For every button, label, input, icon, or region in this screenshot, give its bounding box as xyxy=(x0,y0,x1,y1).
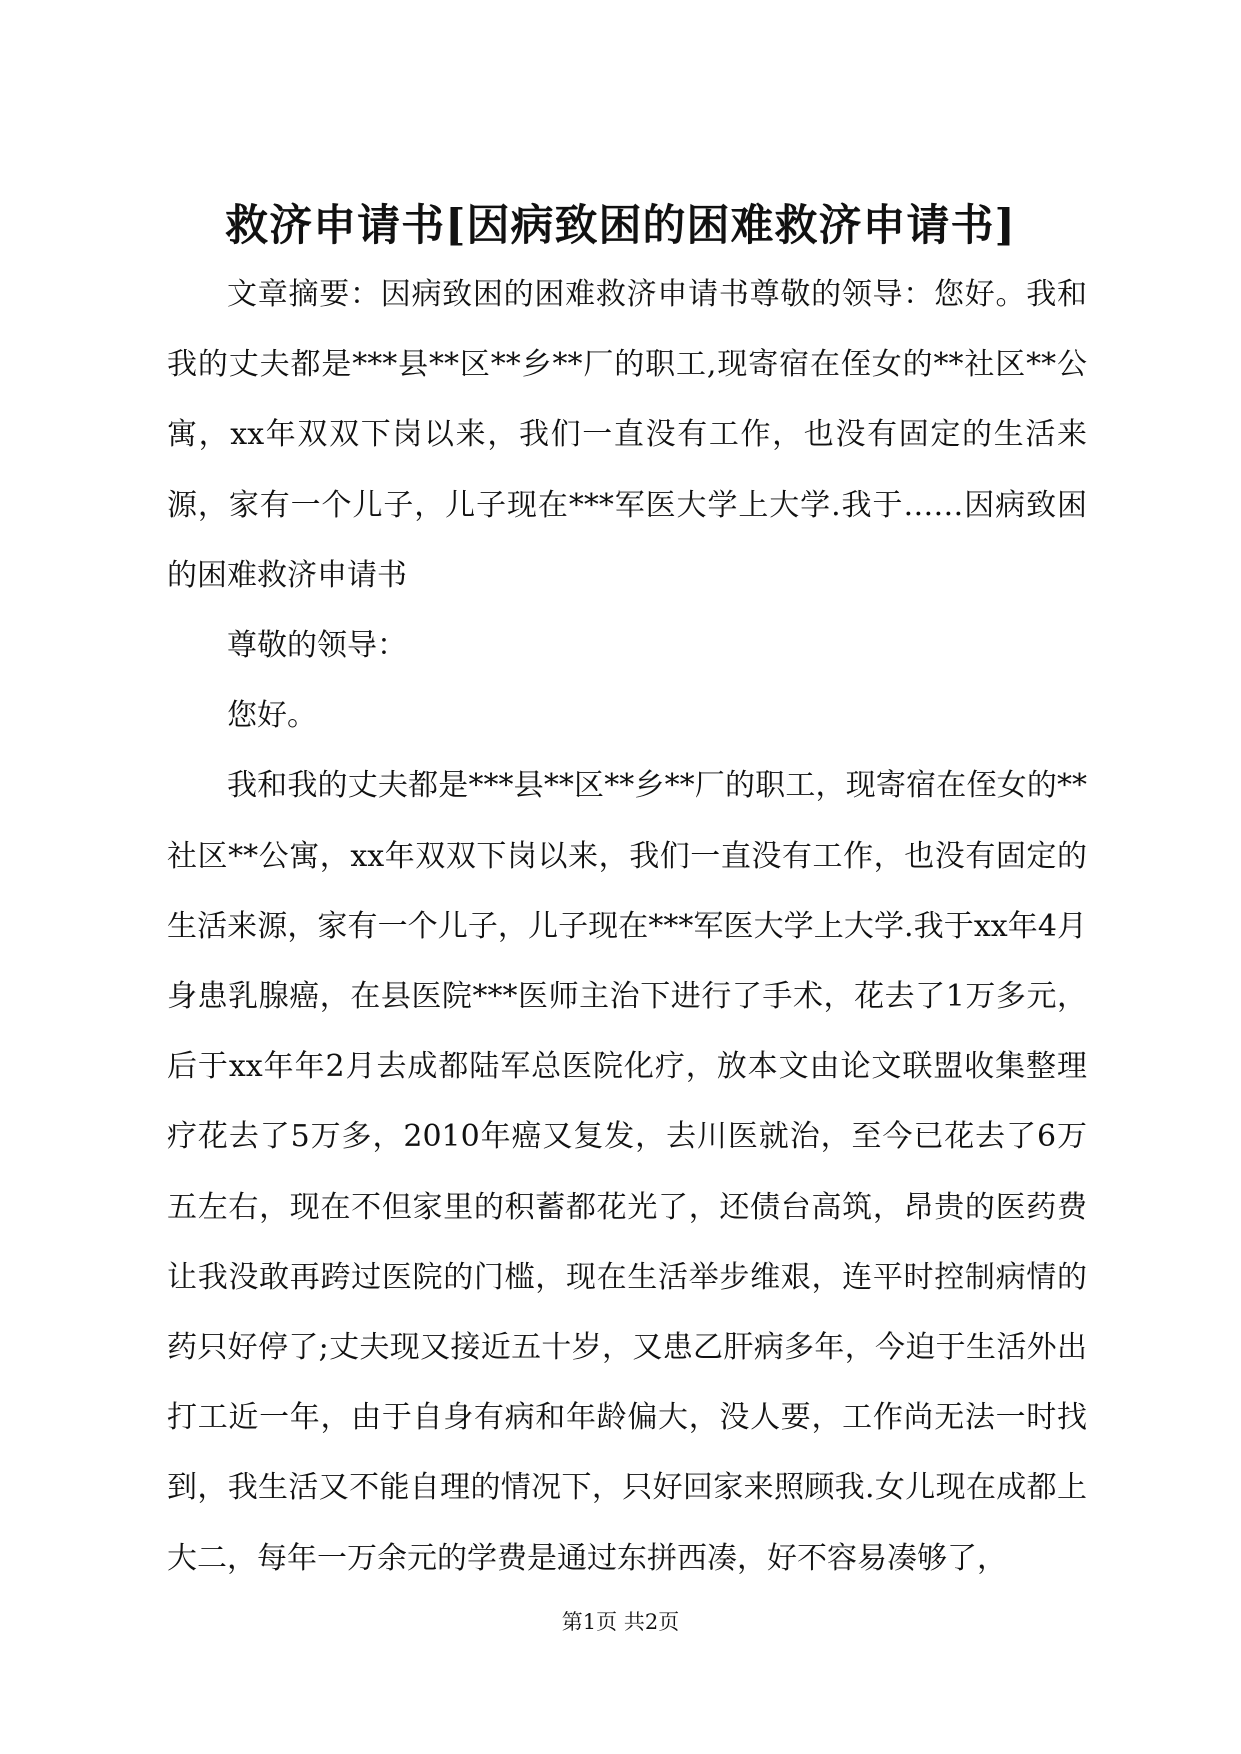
body-paragraph: 我和我的丈夫都是***县**区**乡**厂的职工，现寄宿在侄女的**社区**公寓，xx年双双下岗以来，我们一直没有工作，也没有固定的生活来源，家有一个儿子，儿子现在***军医大学上大学.我于xx年4月身患乳腺癌，在县医院***医师主治下进行了手术，花去了1万多元，后于xx年年2月去成都陆军总医院化疗，放本文由论文联盟收集整理疗花去了5万多，2010年癌又复发，去川医就治，至今已花去了6万五左右，现在不但家里的积蓄都花光了，还债台高筑，昂贵的医药费让我没敢再跨过医院的门槛，现在生活举步维艰，连平时控制病情的药只好停了;丈夫现又接近五十岁，又患乙肝病多年，今迫于生活外出打工近一年，由于自身有病和年龄偏大，没人要，工作尚无法一时找到，我生活又不能自理的情况下，只好回家来照顾我.女儿现在成都上大二，每年一万余元的学费是通过东拼西凑，好不容易凑够了， xyxy=(167,768,1087,1576)
page-number-footer: 第1页 共2页 xyxy=(561,1610,680,1634)
document-body xyxy=(167,260,1087,1594)
document-title: 救济申请书[因病致困的困难救济申请书] xyxy=(225,201,1016,251)
abstract-paragraph: 文章摘要：因病致困的困难救济申请书尊敬的领导：您好。我和我的丈夫都是***县**区**乡**厂的职工,现寄宿在侄女的**社区**公寓，xx年双双下岗以来，我们一直没有工作，也没有固定的生活来源，家有一个儿子，儿子现在***军医大学上大学.我于……因病致困的困难救济申请书 xyxy=(167,277,1087,593)
greeting-line: 您好。 xyxy=(227,698,317,734)
salutation-line: 尊敬的领导： xyxy=(227,628,407,664)
